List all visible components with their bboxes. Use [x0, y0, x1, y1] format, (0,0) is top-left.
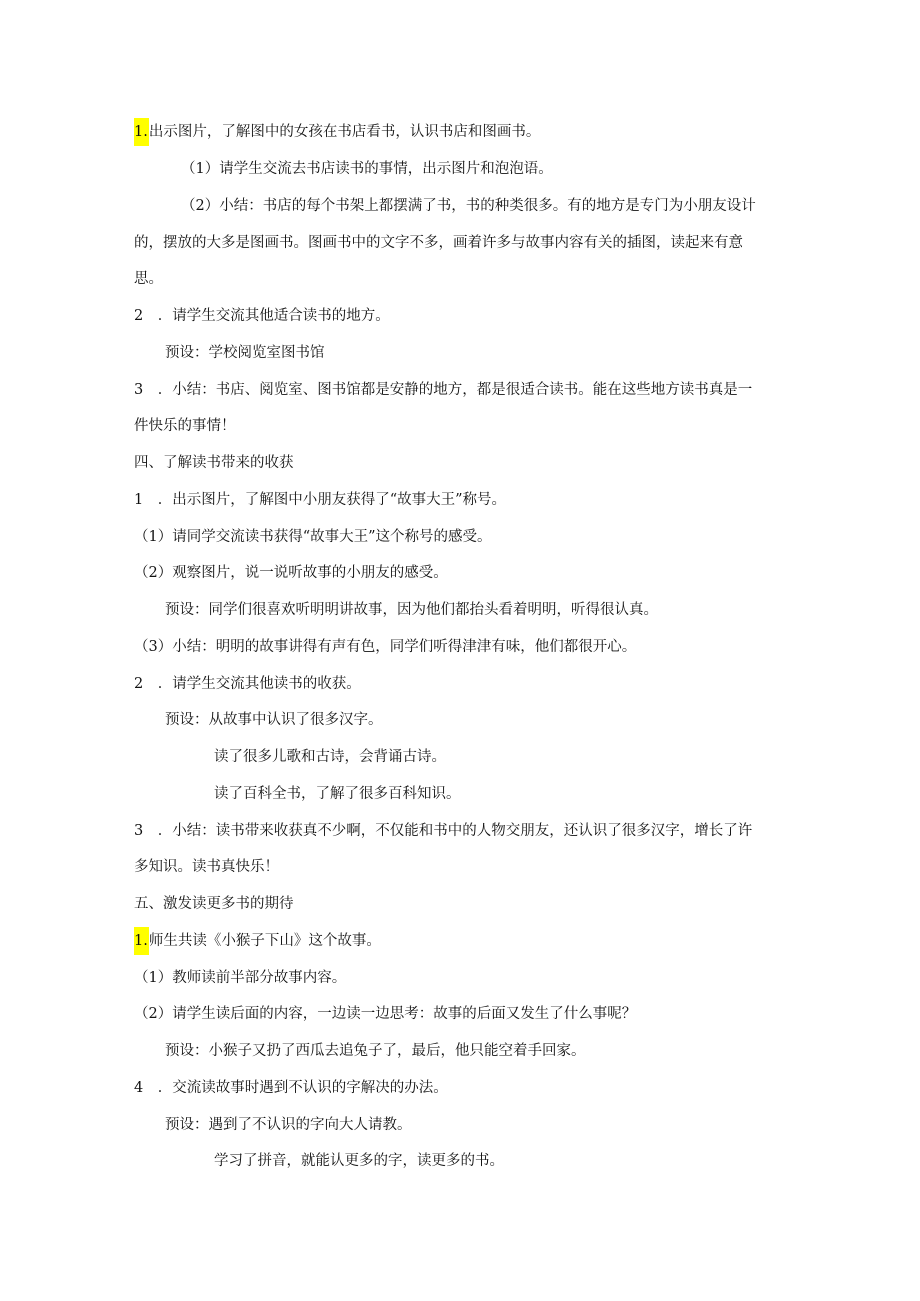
- line-17: 预设：从故事中认识了很多汉字。: [165, 712, 383, 728]
- line-20: 3 ．小结：读书带来收获真不少啊，不仅能和书中的人物交朋友，还认识了很多汉字，增长了许: [134, 823, 753, 839]
- line-25: （2）请学生读后面的内容，一边读一边思考：故事的后面又发生了什么事呢？: [134, 1006, 637, 1022]
- line-16: 2 ．请学生交流其他读书的收获。: [134, 676, 361, 692]
- line-21: 多知识。读书真快乐！: [134, 859, 279, 875]
- line-9: 件快乐的事情！: [134, 418, 236, 434]
- line-15: （3）小结：明明的故事讲得有声有色，同学们听得津津有味，他们都很开心。: [134, 639, 637, 655]
- line-29: 学习了拼音，就能认更多的字，读更多的书。: [214, 1153, 504, 1169]
- line-26: 预设：小猴子又扔了西瓜去追兔子了，最后，他只能空着手回家。: [165, 1043, 586, 1059]
- line-19: 读了百科全书，了解了很多百科知识。: [214, 786, 461, 802]
- line-4: 的，摆放的大多是图画书。图画书中的文字不多，画着许多与故事内容有关的插图，读起来有意: [134, 235, 743, 251]
- line-13: （2）观察图片，说一说听故事的小朋友的感受。: [134, 565, 448, 581]
- line-27: 4 ．交流读故事时遇到不认识的字解决的办法。: [134, 1080, 448, 1096]
- line-7: 预设：学校阅览室图书馆: [165, 345, 325, 361]
- line-2: （1）请学生交流去书店读书的事情，出示图片和泡泡语。: [181, 161, 553, 177]
- line-23: 1.师生共读《小猴子下山》这个故事。: [134, 931, 381, 955]
- line-12: （1）请同学交流读书获得“故事大王”这个称号的感受。: [134, 529, 492, 545]
- line-6: 2 ．请学生交流其他适合读书的地方。: [134, 308, 390, 324]
- line-11: 1 ．出示图片，了解图中小朋友获得了“故事大王”称号。: [134, 492, 507, 508]
- line-3: （2）小结：书店的每个书架上都摆满了书，书的种类很多。有的地方是专门为小朋友设计: [181, 198, 756, 214]
- highlighted-number: 1.: [134, 118, 149, 146]
- section-heading-4: 四、了解读书带来的收获: [134, 455, 294, 471]
- line-18: 读了很多儿歌和古诗，会背诵古诗。: [214, 749, 446, 765]
- highlighted-number: 1.: [134, 927, 149, 955]
- line-28: 预设：遇到了不认识的字向大人请教。: [165, 1117, 412, 1133]
- line-8: 3 ．小结：书店、阅览室、图书馆都是安静的地方，都是很适合读书。能在这些地方读书真是一: [134, 382, 753, 398]
- line-24: （1）教师读前半部分故事内容。: [134, 970, 347, 986]
- section-heading-5: 五、激发读更多书的期待: [134, 896, 294, 912]
- line-1: 1.出示图片，了解图中的女孩在书店看书，认识书店和图画书。: [134, 122, 540, 146]
- line-5: 思。: [134, 271, 163, 287]
- line-14: 预设：同学们很喜欢听明明讲故事，因为他们都抬头看着明明，听得很认真。: [165, 602, 658, 618]
